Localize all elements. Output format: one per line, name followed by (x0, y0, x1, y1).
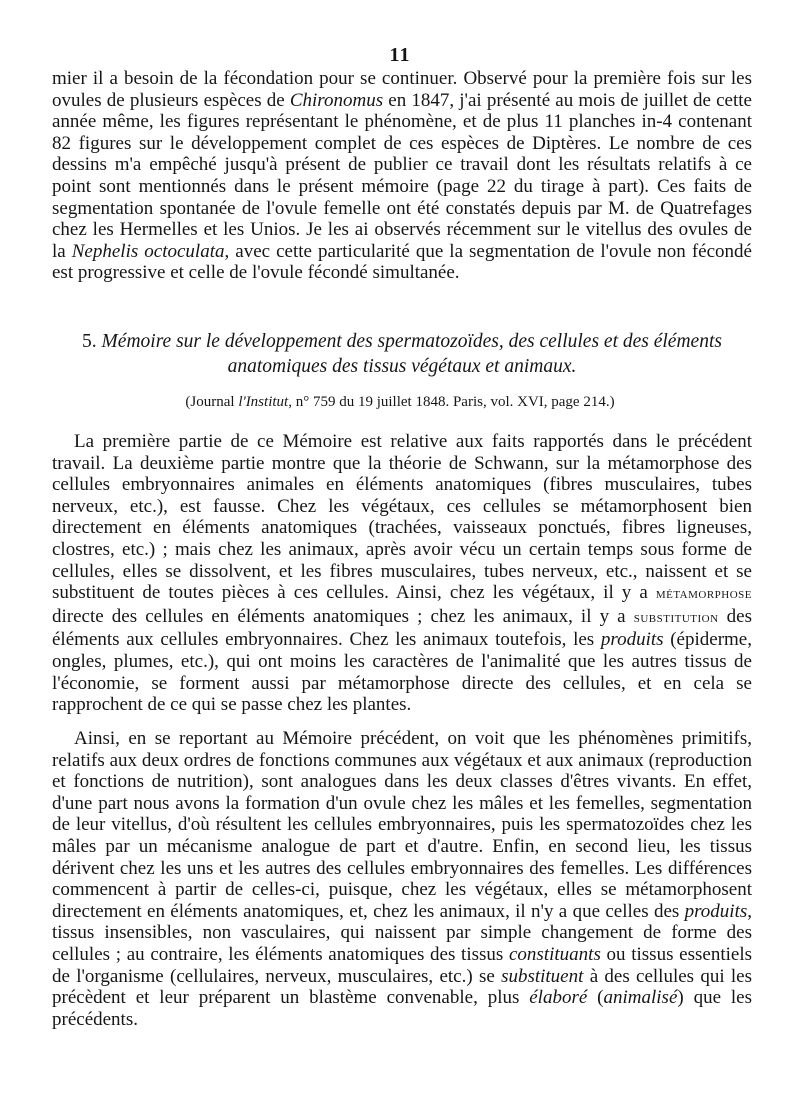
emphasis: animalisé (603, 987, 678, 1009)
text-run: des éléments aux cellules embryonnaires. Chez les animaux toutefois, les (52, 605, 752, 651)
page-number: 11 (389, 44, 411, 66)
emphasis: produits (600, 629, 664, 651)
citation-text: (Journal (185, 394, 239, 410)
text-run: , avec cette particularité que la segmentation de l'ovule non fécondé est progressive et celle de l'ovule fécondé simultanée. (52, 240, 752, 284)
emphasis: produits (684, 900, 748, 922)
small-caps-term: métamorphose (655, 586, 752, 603)
text-run: ) que les précédents. (52, 987, 752, 1030)
emphasis: élaboré (529, 987, 588, 1009)
text-run: mier il a besoin de la fécondation pour se continuer. Observé pour la première fois sur les ovules de plusieurs espèces de (52, 68, 752, 111)
paragraph-conclusion (52, 728, 752, 1030)
text-run: en 1847, j'ai présenté au mois de juillet de cette année même, les figures représentant le phénomène, et de plus 11 planches in-4 contenant 82 figures sur le développement complet de ces espèces de Diptères. Le nombre de ces dessins m'a empêché jusqu'à présent de publier ce travail dont les résultats relatifs à ce point sont mentionnés dans le présent mémoire (page 22 du tirage à part). Ces faits de segmentation spontanée de l'ovule femelle ont été constatés depuis par M. de Quatrefages chez les Hermelles et les Unios. Je les ai observés récemment sur le vitellus des ovules de la (52, 89, 752, 262)
text-run: ( (587, 987, 604, 1009)
small-caps-term: substitution (633, 609, 719, 626)
text-run: ou tissus essentiels de l'organisme (cellulaires, nerveux, musculaires, etc.) se (52, 943, 752, 987)
emphasis: constituants (509, 943, 601, 965)
source-citation (0, 394, 800, 411)
text-run: (épiderme, ongles, plumes, etc.), qui ont moins les caractères de l'animalité que les autres tissus de l'économie, se forment aussi par métamorphose directe des cellules, et en cela se rapprochent de ce qui se passe chez les plantes. (52, 629, 752, 716)
citation-text: , n° 759 du 19 juillet 1848. Paris, vol. XVI, page 214.) (288, 394, 615, 410)
section-title: Mémoire sur le développement des spermatozoïdes, des cellules et des éléments anatomiques des tissus végétaux et animaux. (101, 331, 722, 377)
paragraph-fecondation (52, 68, 752, 284)
journal-name: l'Institut (238, 394, 289, 410)
genus-name: Chironomus (289, 89, 384, 111)
text-run: La première partie de ce Mémoire est relative aux faits rapportés dans le précédent travail. La deuxième partie montre que la théorie de Schwann, sur la métamorphose des cellules embryonnaires animales en éléments anatomiques (fibres musculaires, tubes nerveux, etc.), est fausse. Chez les végétaux, ces cellules se métamorphosent bien directement en éléments anatomiques (trachées, vaisseaux ponctués, fibres ligneuses, clostres, etc.) ; mais chez les animaux, après avoir vécu un certain temps sous forme de cellules, elles se dissolvent, et les fibres musculaires, tubes nerveux, etc., naissent et se substituent de toutes pièces à ces cellules. Ainsi, chez les végétaux, il y a (52, 431, 752, 604)
text-run: à des cellules qui les précèdent et leur préparent un blastème convenable, plus (52, 965, 752, 1009)
text-run: Ainsi, en se reportant au Mémoire précédent, on voit que les phénomènes primitifs, relatifs aux deux ordres de fonctions communes aux végétaux et aux animaux (reproduction et fonctions de nutrition), sont analogues dans les deux classes d'êtres vivants. En effet, d'une part nous avons la formation d'un ovule chez les mâles et les femelles, segmentation de leur vitellus, d'où résultent les cellules embryonnaires, puis les spermatozoïdes chez les mâles par un mécanisme analogue de part et d'autre. Enfin, en second lieu, les tissus dérivent chez les uns et les autres des cellules embryonnaires des femelles. Les différences commencent à partir de celles-ci, puisque, chez les végétaux, elles se métamorphosent directement en éléments anatomiques, et, chez les animaux, il n'y a que celles des (52, 728, 752, 922)
text-run: , tissus insensibles, non vasculaires, qui naissent par simple changement de forme des cellules ; au contraire, les éléments anatomiques des tissus (52, 900, 752, 965)
species-name: Nephelis octoculata (71, 240, 225, 262)
paragraph-schwann (52, 431, 752, 716)
section-number: 5. (82, 331, 97, 352)
emphasis: substituent (501, 965, 584, 987)
text-run: directe des cellules en éléments anatomiques ; chez les animaux, il y a (52, 605, 634, 627)
section-heading (52, 329, 752, 379)
